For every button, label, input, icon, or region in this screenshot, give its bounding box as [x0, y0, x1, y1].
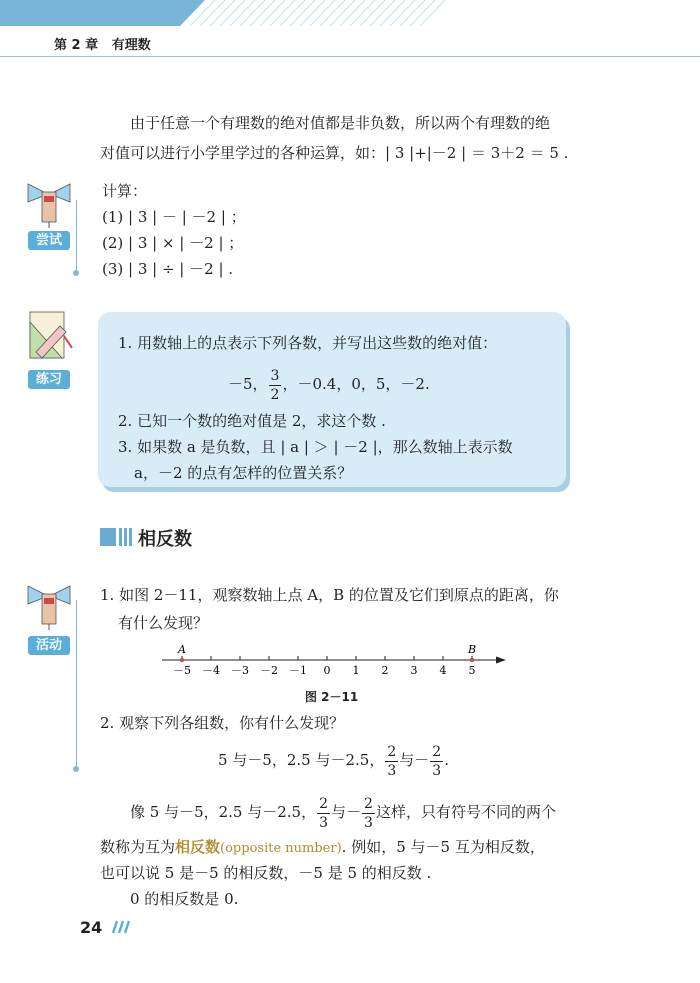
number-line-tick-label: 0: [323, 664, 331, 677]
try-side-line: [76, 200, 77, 272]
point-b-label: B: [468, 643, 477, 656]
fraction-two-thirds-negative: [430, 745, 443, 778]
fraction-three-halves: [269, 369, 282, 402]
number-line-tick-label: 4: [439, 664, 447, 677]
section-title: 相反数: [138, 529, 192, 550]
point-a: [180, 658, 184, 662]
figure-caption: 图 2－11: [305, 690, 359, 704]
definition-term: 相反数: [175, 838, 221, 856]
activity-q1-line-2: 有什么发现？: [118, 614, 209, 632]
fraction-numerator: 2: [387, 743, 397, 760]
fraction-numerator: 3: [270, 367, 280, 384]
ruler-triangle-icon: [22, 308, 76, 366]
fraction-numerator: 2: [319, 795, 329, 812]
practice-badge: 练习: [28, 370, 70, 389]
practice-q1: 1. 用数轴上的点表示下列各数，并写出这些数的绝对值：: [118, 334, 498, 352]
try-item-1: (1) | 3 | － | －2 | ；: [102, 208, 246, 226]
definition-line-1-post: 这样，只有符号不同的两个: [375, 803, 556, 821]
intro-line-2: 对值可以进行小学里学过的各种运算，如：| 3 |+|－2 | ＝ 3＋2 ＝ 5 .: [100, 144, 569, 162]
header-band: [0, 0, 700, 26]
definition-line-2-pre: 数称为互为: [100, 838, 176, 856]
definition-line-2: [100, 836, 545, 857]
header-rule: [0, 56, 700, 57]
section-bars-icon: [100, 528, 132, 546]
definition-line-3: 也可以说 5 是－5 的相反数，－5 是 5 的相反数 .: [100, 864, 432, 882]
activity-badge: 活动: [28, 636, 70, 655]
fraction-two-thirds-def: [317, 797, 330, 830]
fraction-denominator: 3: [387, 762, 397, 779]
try-item-3: (3) | 3 | ÷ | －2 | .: [102, 260, 234, 278]
fraction-denominator: 3: [319, 814, 329, 831]
activity-q2-post: .: [444, 751, 449, 769]
practice-q2: 2. 已知一个数的绝对值是 2，求这个数 .: [118, 412, 386, 430]
practice-q3-line-2: a，－2 的点有怎样的位置关系？: [134, 464, 353, 482]
definition-term-english: (opposite number): [220, 841, 342, 856]
activity-q2: 2. 观察下列各组数，你有什么发现？: [100, 714, 345, 732]
intro-line-1: 由于任意一个有理数的绝对值都是非负数，所以两个有理数的绝: [130, 114, 551, 132]
number-line: [160, 640, 510, 682]
practice-q1-nums-pre: －5，: [228, 375, 268, 393]
definition-line-2-post: . 例如，5 与－5 互为相反数，: [341, 838, 545, 856]
page-slashes-icon: [108, 920, 130, 934]
fraction-two-thirds: [385, 745, 398, 778]
fraction-denominator: 2: [270, 386, 280, 403]
number-line-tick-label: －3: [231, 664, 249, 677]
point-b: [470, 658, 474, 662]
activity-q2-pairs: [218, 740, 449, 780]
compass-icon-activity: [22, 582, 76, 632]
practice-q3-line-1: 3. 如果数 a 是负数，且 | a | ＞ | －2 |，那么数轴上表示数: [118, 438, 513, 456]
number-line-tick-label: 1: [352, 664, 360, 677]
page-number: [80, 918, 130, 937]
activity-q2-pre: 5 与－5，2.5 与－2.5，: [218, 751, 385, 769]
chapter-title: 有理数: [111, 38, 151, 53]
number-line-tick-label: －1: [289, 664, 307, 677]
number-line-arrow: [496, 657, 506, 664]
activity-q1-line-1: 1. 如图 2－11，观察数轴上点 A，B 的位置及它们到原点的距离，你: [100, 586, 559, 604]
fraction-numerator: 2: [432, 743, 442, 760]
definition-line-1-pre: 像 5 与－5，2.5 与－2.5，: [130, 803, 317, 821]
activity-side-line: [76, 600, 77, 768]
compass-icon: [22, 180, 76, 230]
number-line-tick-label: 5: [468, 664, 476, 677]
try-side-dot: [73, 270, 79, 276]
fraction-denominator: 3: [432, 762, 442, 779]
chapter-label: [54, 34, 151, 53]
number-line-tick-label: －5: [173, 664, 191, 677]
fraction-two-thirds-def-negative: [362, 797, 375, 830]
definition-line-1-mid: 与－: [331, 803, 362, 821]
chapter-number: 第 2 章: [54, 38, 99, 53]
number-line-tick-label: 2: [381, 664, 389, 677]
practice-q1-nums-post: ，－0.4，0，5，－2.: [282, 375, 430, 393]
fraction-denominator: 3: [364, 814, 373, 831]
try-badge: 尝试: [28, 231, 70, 250]
activity-side-dot: [73, 766, 79, 772]
page-number-text: 24: [80, 918, 103, 937]
definition-line-1: [130, 792, 556, 832]
try-prompt: 计算：: [102, 182, 148, 200]
number-line-tick-label: －2: [260, 664, 278, 677]
number-line-tick-label: 3: [410, 664, 418, 677]
fraction-numerator: 2: [364, 795, 373, 812]
definition-line-4: 0 的相反数是 0.: [130, 890, 239, 908]
activity-q2-mid: 与－: [399, 751, 430, 769]
number-line-tick-label: －4: [202, 664, 220, 677]
try-item-2: (2) | 3 | × | －2 | ；: [102, 234, 244, 252]
practice-box: [98, 312, 566, 487]
point-a-label: A: [178, 643, 186, 656]
practice-q1-numbers: [228, 364, 430, 404]
